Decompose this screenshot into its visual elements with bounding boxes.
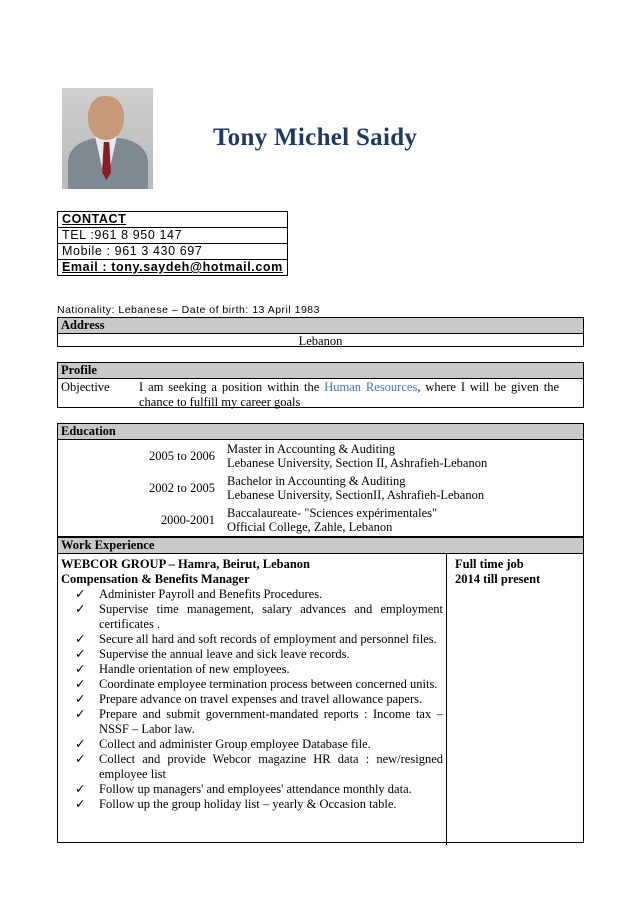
work-header: Work Experience <box>58 537 583 554</box>
duty-item <box>61 737 443 752</box>
check-icon: ✓ <box>75 737 86 751</box>
check-icon: ✓ <box>75 797 86 811</box>
duty-text: Supervise the annual leave and sick leave records. <box>99 647 350 661</box>
education-years: 2005 to 2006 <box>149 449 215 463</box>
check-icon: ✓ <box>75 692 86 706</box>
duty-text: Supervise time management, salary advances and employment certificates . <box>99 602 443 631</box>
duty-text: Follow up managers' and employees' attendance monthly data. <box>99 782 412 796</box>
check-icon: ✓ <box>75 647 86 661</box>
duty-item <box>61 677 443 692</box>
work-period: 2014 till present <box>455 572 541 586</box>
duty-text: Follow up the group holiday list – yearly & Occasion table. <box>99 797 397 811</box>
contact-mobile: Mobile : 961 3 430 697 <box>58 244 288 260</box>
profile-photo <box>62 88 153 189</box>
education-entry <box>58 504 583 536</box>
objective-label: Objective <box>61 380 110 394</box>
education-entry <box>58 472 583 504</box>
objective-highlight: Human Resources <box>324 380 418 394</box>
duty-item <box>61 587 443 602</box>
education-institution: Official College, Zahle, Lebanon <box>227 520 393 534</box>
education-degree: Master in Accounting & Auditing <box>227 442 396 456</box>
duty-item <box>61 692 443 707</box>
check-icon: ✓ <box>75 587 86 601</box>
duty-text: Coordinate employee termination process between concerned units. <box>99 677 438 691</box>
work-position: Compensation & Benefits Manager <box>61 572 250 586</box>
education-years: 2002 to 2005 <box>149 481 215 495</box>
education-degree: Bachelor in Accounting & Auditing <box>227 474 406 488</box>
check-icon: ✓ <box>75 707 86 721</box>
work-type: Full time job <box>455 557 524 571</box>
check-icon: ✓ <box>75 782 86 796</box>
check-icon: ✓ <box>75 632 86 646</box>
duty-item <box>61 602 443 632</box>
education-header: Education <box>58 424 583 440</box>
duty-text: Collect and provide Webcor magazine HR data : new/resigned employee list <box>99 752 443 781</box>
address-header: Address <box>58 318 583 334</box>
education-institution: Lebanese University, SectionII, Ashrafieh-Lebanon <box>227 488 485 502</box>
work-section <box>57 537 584 843</box>
duty-item <box>61 707 443 737</box>
education-entry <box>58 440 583 472</box>
check-icon: ✓ <box>75 677 86 691</box>
check-icon: ✓ <box>75 662 86 676</box>
profile-header: Profile <box>58 363 583 379</box>
education-institution: Lebanese University, Section II, Ashrafieh-Lebanon <box>227 456 488 470</box>
duty-item <box>61 632 443 647</box>
check-icon: ✓ <box>75 752 86 766</box>
profile-section <box>57 362 584 408</box>
duty-item <box>61 797 443 812</box>
check-icon: ✓ <box>75 602 86 616</box>
duty-text: Administer Payroll and Benefits Procedures. <box>99 587 323 601</box>
candidate-name: Tony Michel Saidy <box>213 124 418 151</box>
duty-item <box>61 752 443 782</box>
education-years: 2000-2001 <box>160 513 215 527</box>
contact-title: CONTACT <box>58 212 288 228</box>
address-value: Lebanon <box>298 334 343 348</box>
education-section <box>57 423 584 537</box>
duty-text: Collect and administer Group employee Database file. <box>99 737 371 751</box>
duty-item <box>61 782 443 797</box>
duty-text: Prepare and submit government-mandated reports : Income tax – NSSF – Labor law. <box>99 707 443 736</box>
education-degree: Baccalaureate- "Sciences expérimentales" <box>227 506 438 520</box>
duty-item <box>61 662 443 677</box>
objective-text-end: , where I will be given the chance to fulfill my career goals <box>139 380 560 409</box>
contact-table <box>57 211 288 276</box>
objective-text-start: I am seeking a position within the <box>139 380 325 394</box>
contact-tel: TEL :961 8 950 147 <box>58 228 288 244</box>
objective-text <box>139 380 559 410</box>
work-company: WEBCOR GROUP – Hamra, Beirut, Lebanon <box>61 557 310 571</box>
nationality-line: Nationality: Lebanese – Date of birth: 13 April 1983 <box>57 304 320 316</box>
duty-text: Secure all hard and soft records of employment and personnel files. <box>99 632 437 646</box>
address-section <box>57 317 584 347</box>
duty-text: Prepare advance on travel expenses and travel allowance papers. <box>99 692 423 706</box>
duties-list <box>61 587 443 812</box>
duty-item <box>61 647 443 662</box>
contact-email: Email : tony.saydeh@hotmail.com <box>58 260 288 276</box>
duty-text: Handle orientation of new employees. <box>99 662 290 676</box>
